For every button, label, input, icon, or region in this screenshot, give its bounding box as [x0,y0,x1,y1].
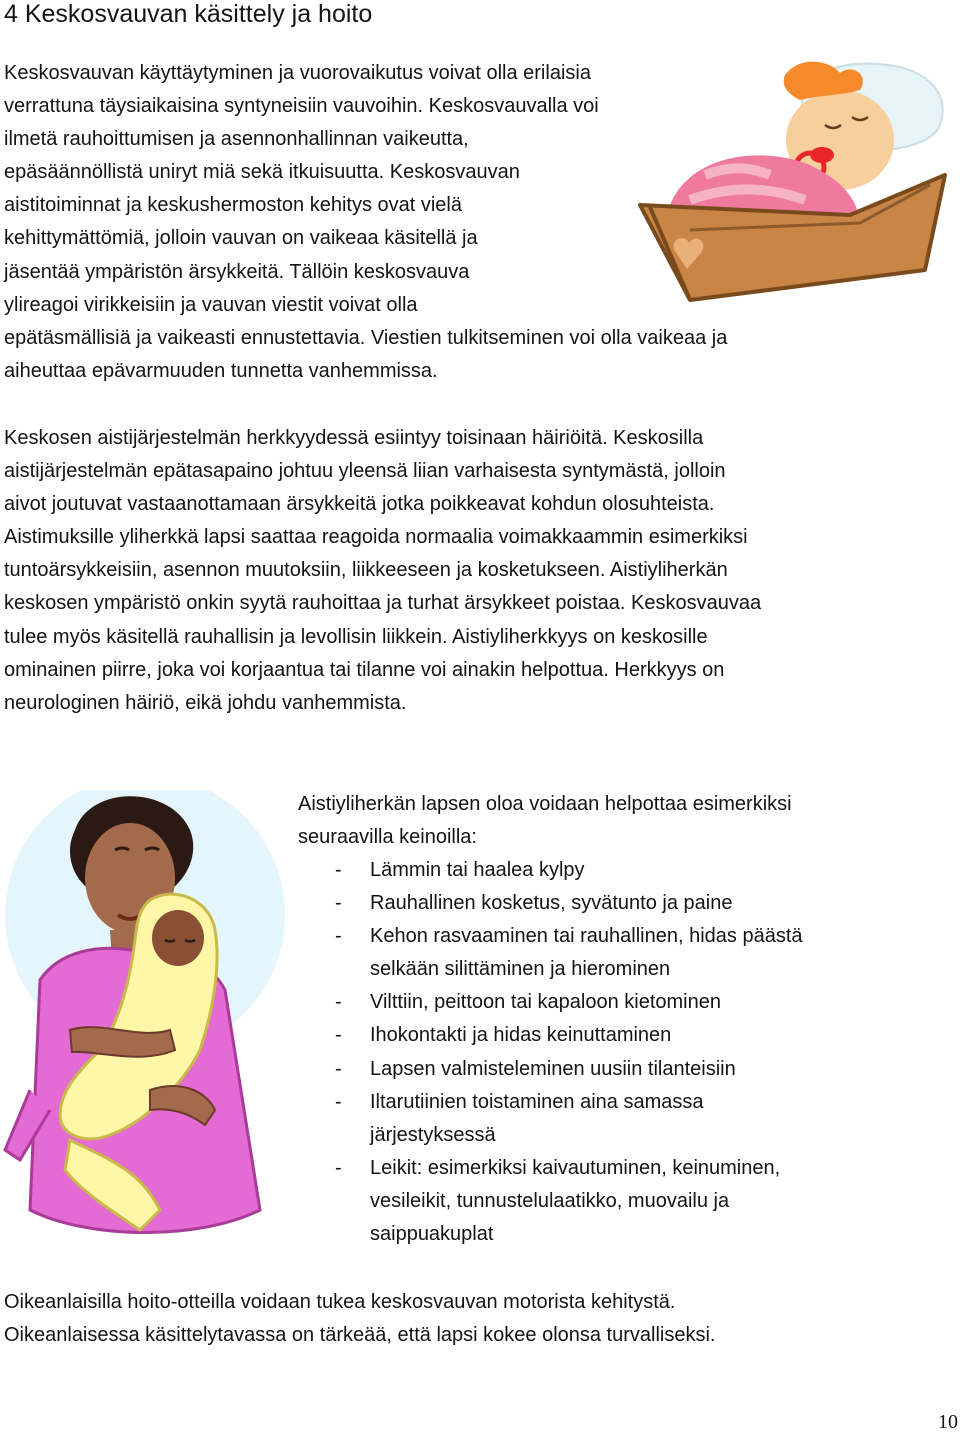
text-line: tuntoärsykkeisiin, asennon muutoksiin, liikkeeseen ja kosketukseen. Aistiyliherkän [4,559,728,582]
text-line: epätäsmällisiä ja vaikeasti ennustettavia. Viestien tulkitseminen voi olla vaikeaa ja [4,326,728,349]
text-line: ominainen piirre, joka voi korjaantua tai tilanne voi ainakin helpottua. Herkkyys on [4,658,725,681]
text-line: Aistiyliherkän lapsen oloa voidaan helpottaa esimerkiksi [298,793,792,815]
list-item-text: järjestyksessä [370,1123,496,1146]
page-number: 10 [938,1411,958,1433]
text-line: Aistimuksille yliherkkä lapsi saattaa reagoida normaalia voimakkaammin esimerkiksi [4,526,748,549]
text-line: aistijärjestelmän epätasapaino johtuu yleensä liian varhaisesta syntymästä, jolloin [4,460,726,483]
list-item-text: - Iltarutiinien toistaminen aina samassa [370,1090,704,1113]
text-line: seuraavilla keinoilla: [298,826,477,849]
list-item-text: vesileikit, tunnustelulaatikko, muovailu ja [370,1189,730,1212]
list-item-text: - Vilttiin, peittoon tai kapaloon kietominen [370,991,721,1014]
list-item [335,1152,803,1251]
text-line: ylireagoi virikkeisiin ja vauvan viestit voivat olla [4,293,418,316]
text-line: neurologinen häiriö, eikä johdu vanhemmista. [4,691,407,714]
page-heading: 4 Keskosvauvan käsittely ja hoito [4,0,373,28]
list-item-text: - Kehon rasvaaminen tai rauhallinen, hidas päästä [370,925,803,948]
text-line: verrattuna täysiaikaisina syntyneisiin vauvoihin. Keskosvauvalla voi [4,95,599,118]
text-line: aiheuttaa epävarmuuden tunnetta vanhemmissa. [4,359,438,382]
tips-list [335,854,803,1251]
paragraph-handling [4,1286,715,1352]
paragraph-behaviour [4,57,727,388]
list-item-text: - Rauhallinen kosketus, syvätunto ja paine [370,892,733,915]
text-line: tulee myös käsitellä rauhallisin ja levollisin liikkein. Aistiyliherkkyys on keskosille [4,625,708,648]
list-item-text: saippuakuplat [370,1223,494,1246]
list-item-text: selkään silittäminen ja hierominen [370,958,671,981]
text-line: ilmetä rauhoittumisen ja asennonhallinnan vaikeutta, [4,128,469,151]
list-item [335,1086,803,1152]
text-line: aistitoiminnat ja keskushermoston kehitys ovat vielä [4,194,462,217]
sleeping-baby-in-cradle-illustration [630,55,950,305]
text-line: aivot joutuvat vastaanottamaan ärsykkeitä jotka poikkeavat kohdun olosuhteista. [4,493,715,516]
text-line: kehittymättömiä, jolloin vauvan on vaikeaa käsitellä ja [4,227,478,250]
text-line: jäsentää ympäristön ärsykkeitä. Tällöin keskosvauva [4,260,470,283]
paragraph-sensory [4,422,761,720]
list-item [335,920,803,986]
list-item [335,986,803,1019]
list-item [335,854,803,887]
tips-intro [298,788,792,854]
list-item-text: - Ihokontakti ja hidas keinuttaminen [370,1024,672,1047]
list-item-text: - Lämmin tai haalea kylpy [370,859,585,881]
list-item [335,887,803,920]
list-item [335,1053,803,1086]
text-line: Oikeanlaisessa käsittelytavassa on tärkeää, että lapsi kokee olonsa turvalliseksi. [4,1324,716,1347]
text-line: Oikeanlaisilla hoito-otteilla voidaan tukea keskosvauvan motorista kehitystä. [4,1291,676,1313]
text-line: keskosen ympäristö onkin syytä rauhoittaa ja turhat ärsykkeet poistaa. Keskosvauvaa [4,592,762,615]
text-line: Keskosen aistijärjestelmän herkkyydessä esiintyy toisinaan häiriöitä. Keskosilla [4,427,704,449]
list-item [335,1019,803,1052]
list-item-text: - Leikit: esimerkiksi kaivautuminen, keinuminen, [370,1156,781,1179]
list-item-text: - Lapsen valmisteleminen uusiin tilanteisiin [370,1057,736,1080]
text-line: Keskosvauvan käyttäytyminen ja vuorovaikutus voivat olla erilaisia [4,62,591,84]
text-line: epäsäännöllistä uniryt miä sekä itkuisuutta. Keskosvauvan [4,161,520,184]
mother-holding-baby-illustration [0,790,290,1245]
